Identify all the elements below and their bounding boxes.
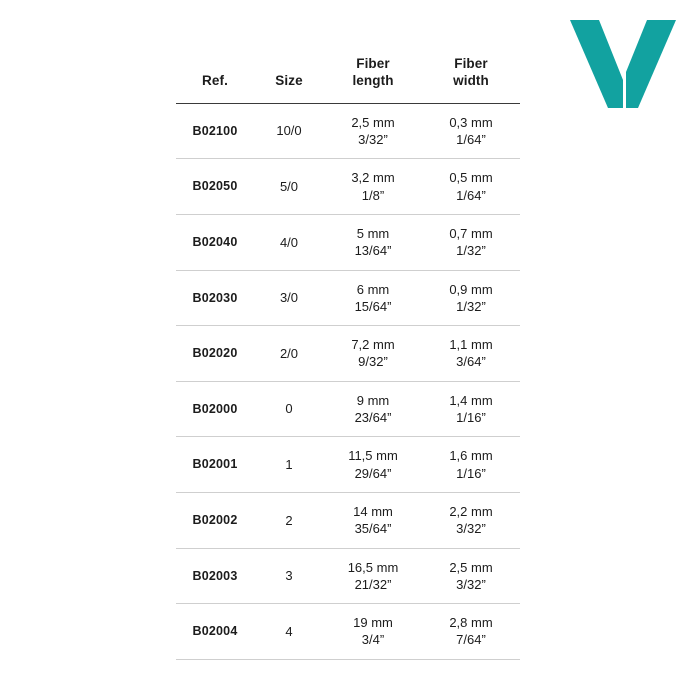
cell-size: 2/0 [279, 345, 299, 361]
cell-fiber-width: 0,9 mm 1/32” [449, 281, 493, 314]
cell-fiber-length: 9 mm 23/64” [354, 392, 392, 426]
cell-fiber-width: 2,2 mm 3/32” [449, 504, 493, 537]
cell-fiber-length: 7,2 mm 9/32” [351, 337, 395, 370]
column-header-size: Size [275, 72, 303, 88]
cell-fiber-width: 1,1 mm 3/64” [449, 337, 493, 370]
cell-fiber-length: 6 mm 15/64” [354, 281, 392, 314]
table-header-row [176, 56, 520, 103]
table-row [176, 159, 520, 215]
cell-fiber-length: 11,5 mm 29/64” [348, 448, 398, 481]
cell-size: 10/0 [276, 123, 302, 139]
cell-ref: B02003 [192, 568, 238, 583]
cell-size: 4/0 [279, 234, 299, 250]
table-row [176, 214, 520, 270]
table-row [176, 326, 520, 382]
fiber-specification-table [176, 56, 520, 660]
cell-fiber-length: 16,5 mm 21/32” [347, 559, 399, 592]
cell-fiber-width: 2,5 mm 3/32” [449, 559, 493, 592]
cell-ref: B02020 [192, 346, 238, 361]
cell-size: 3 [285, 568, 293, 584]
cell-ref: B02050 [192, 179, 238, 194]
table-row [176, 604, 520, 660]
cell-ref: B02004 [192, 624, 238, 639]
cell-ref: B02040 [192, 234, 238, 249]
cell-fiber-width: 0,3 mm 1/64” [449, 114, 493, 148]
cell-ref: B02100 [192, 123, 238, 138]
cell-fiber-width: 1,4 mm 1/16” [449, 392, 493, 426]
cell-ref: B02002 [192, 512, 238, 527]
chevron-v-logo [568, 18, 678, 108]
cell-size: 3/0 [279, 290, 299, 306]
table-header [176, 56, 520, 103]
column-header-fiber-width: Fiber width [453, 56, 489, 88]
cell-fiber-width: 0,7 mm 1/32” [449, 226, 493, 259]
cell-size: 1 [285, 457, 293, 473]
cell-fiber-length: 2,5 mm 3/32” [351, 114, 395, 148]
cell-fiber-width: 2,8 mm 7/64” [449, 615, 493, 648]
cell-size: 2 [285, 512, 293, 528]
table-row [176, 492, 520, 548]
cell-fiber-length: 5 mm 13/64” [354, 226, 392, 259]
cell-fiber-width: 0,5 mm 1/64” [449, 170, 493, 203]
cell-size: 0 [285, 401, 293, 417]
cell-size: 5/0 [279, 179, 299, 195]
cell-size: 4 [285, 623, 293, 639]
cell-fiber-length: 19 mm 3/4” [353, 615, 393, 648]
column-header-ref: Ref. [202, 72, 228, 88]
table-row [176, 270, 520, 326]
cell-ref: B02030 [192, 290, 238, 305]
table-row [176, 548, 520, 604]
table-body [176, 103, 520, 659]
cell-fiber-width: 1,6 mm 1/16” [449, 448, 493, 481]
table-row [176, 103, 520, 159]
table-row [176, 437, 520, 493]
table-row [176, 381, 520, 437]
cell-ref: B02001 [192, 457, 238, 472]
column-header-fiber-length: Fiber length [352, 56, 394, 88]
cell-fiber-length: 14 mm 35/64” [353, 504, 393, 537]
cell-ref: B02000 [192, 401, 238, 416]
cell-fiber-length: 3,2 mm 1/8” [351, 170, 395, 203]
